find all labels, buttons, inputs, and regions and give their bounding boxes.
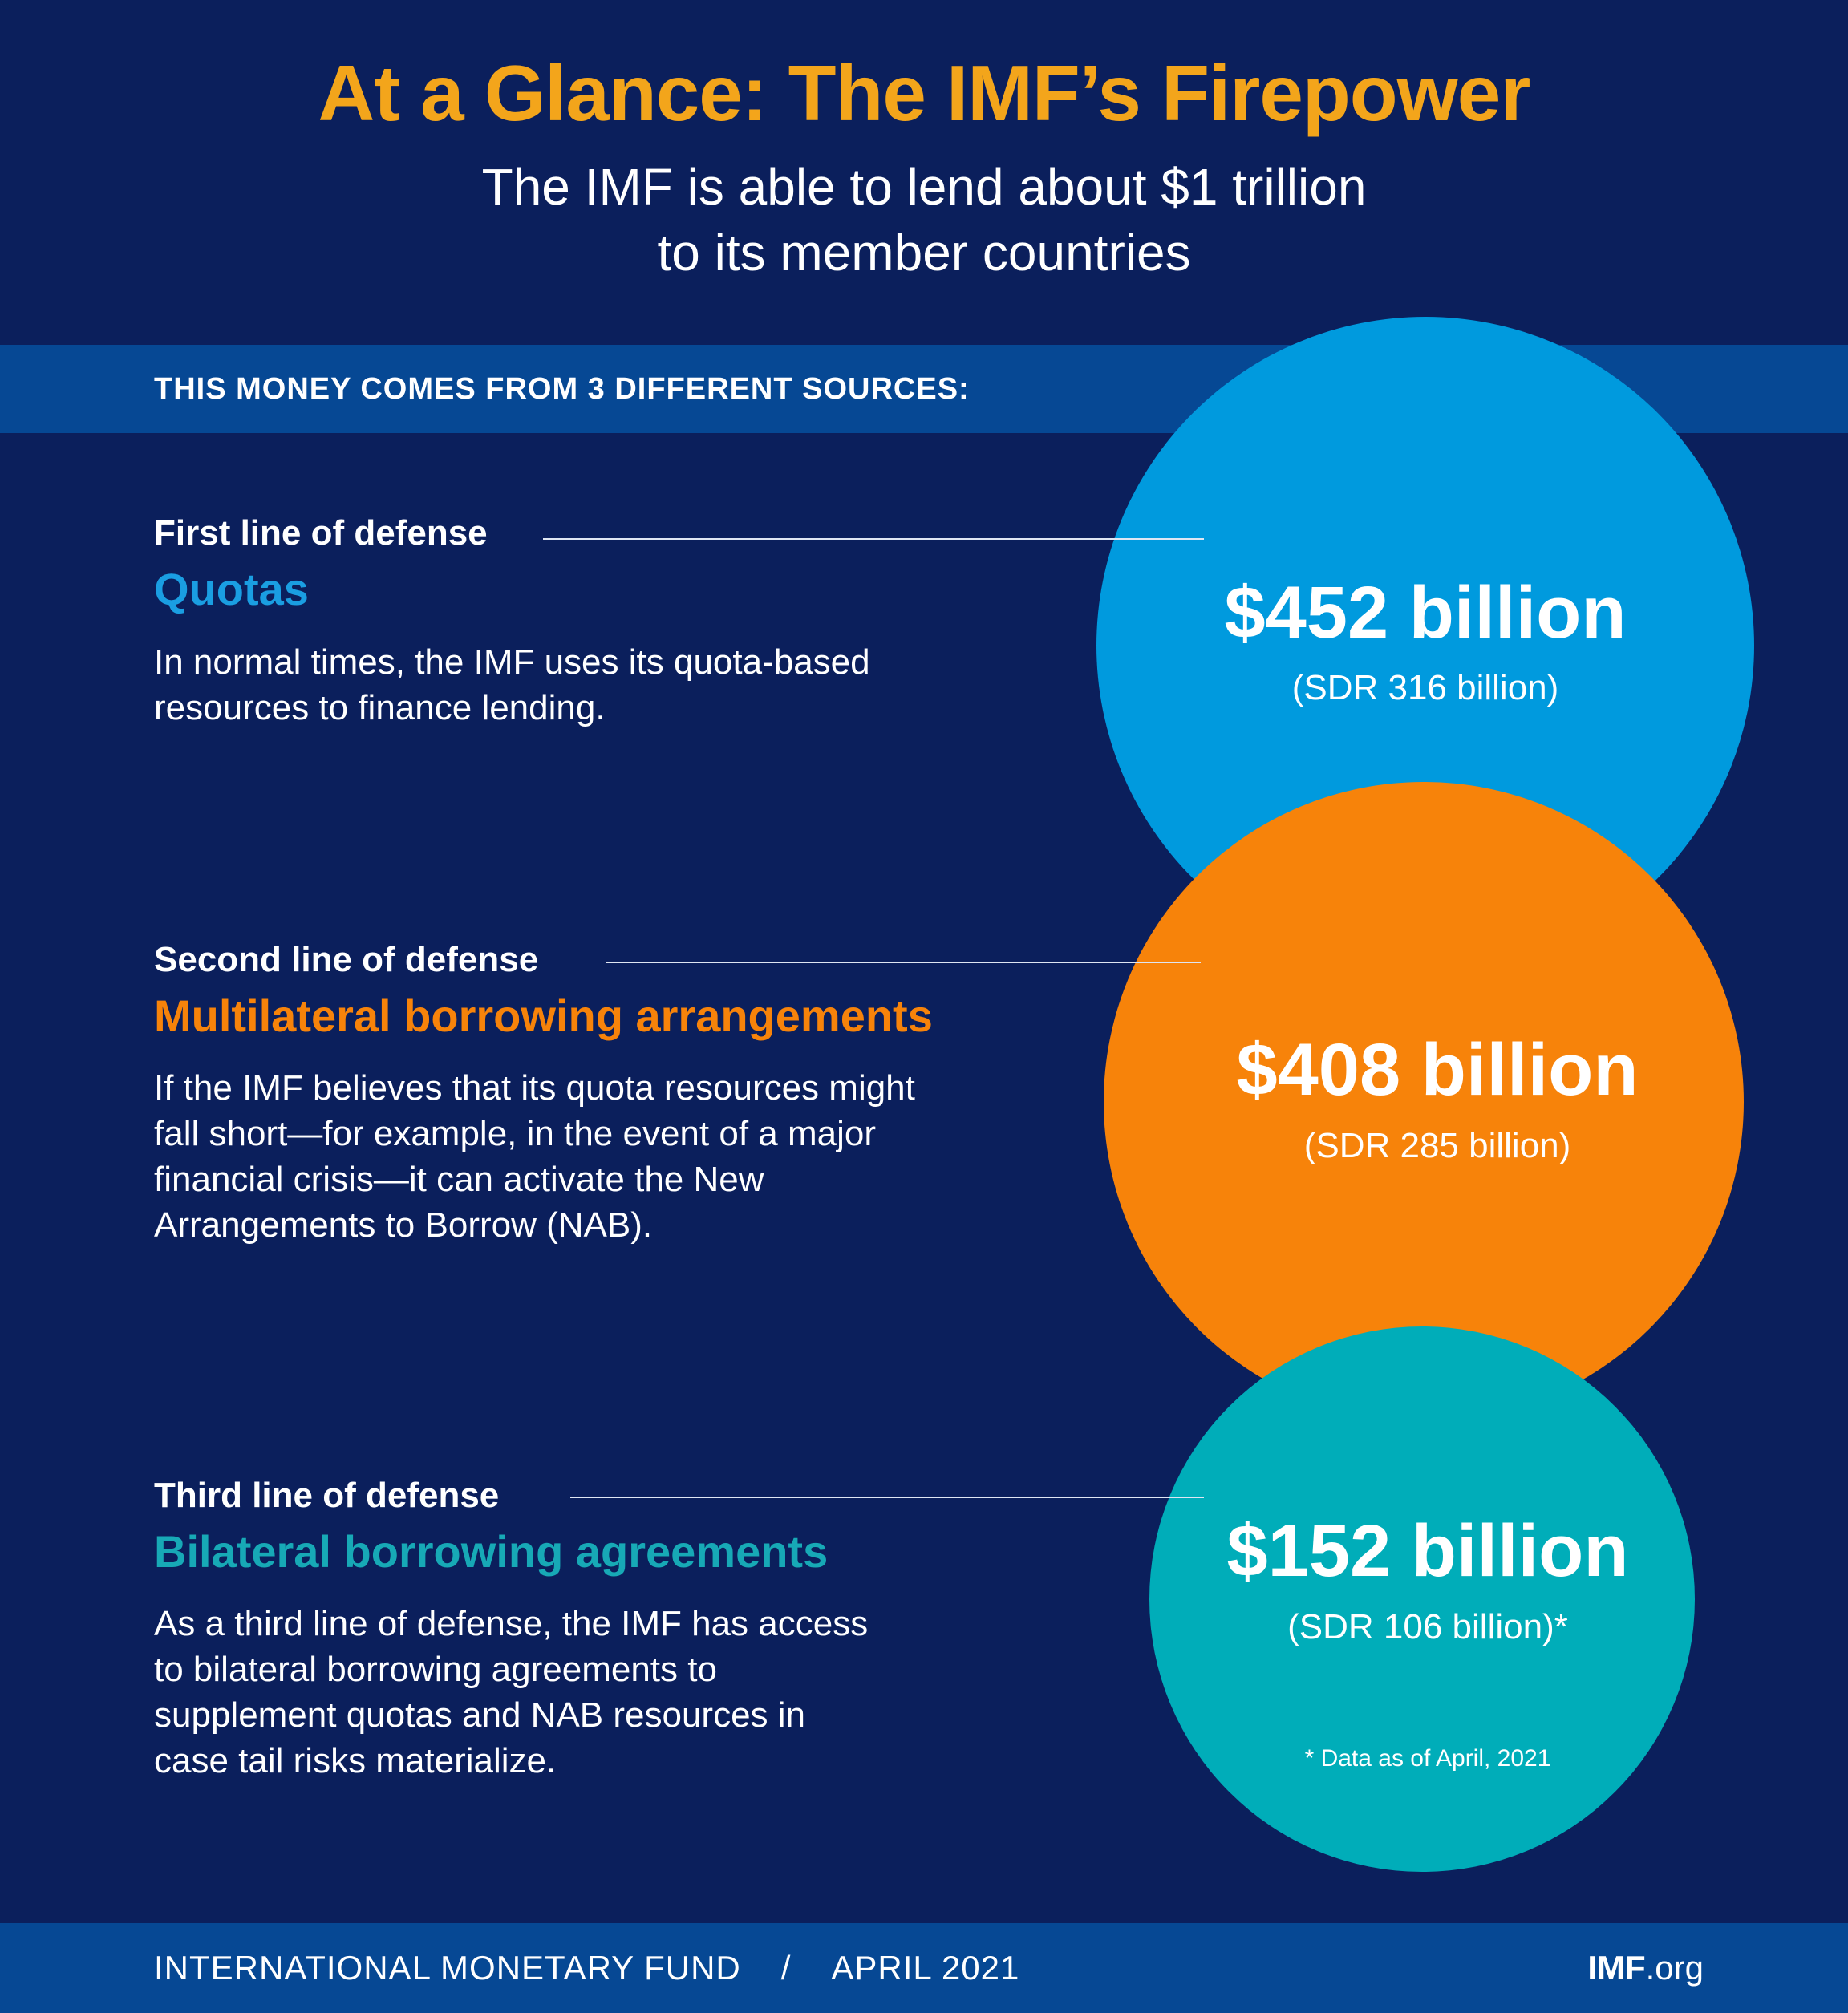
bilateral-desc-line: to bilateral borrowing agreements to [154,1650,717,1689]
footer [0,1923,1848,2013]
footer-org: INTERNATIONAL MONETARY FUND [154,1949,741,1987]
multilateral-desc-line: financial crisis—it can activate the New [154,1160,764,1199]
page-title: At a Glance: The IMF’s Firepower [318,49,1530,137]
third-line-label: Third line of defense [154,1476,500,1515]
bilateral-amount: $152 billion [1226,1510,1629,1592]
first-line-label: First line of defense [154,513,488,553]
footer-credit [154,1923,1019,2013]
quotas-heading: Quotas [154,564,309,614]
third-line-connector [570,1497,1204,1498]
bilateral-desc-line: supplement quotas and NAB resources in [154,1695,806,1735]
quotas-sdr: (SDR 316 billion) [1291,668,1559,707]
bilateral-sdr: (SDR 106 billion)* [1287,1607,1568,1646]
data-note: * Data as of April, 2021 [1304,1745,1551,1772]
multilateral-sdr: (SDR 285 billion) [1303,1126,1571,1165]
subtitle-line-1: The IMF is able to lend about $1 trillion [481,158,1367,216]
multilateral-amount: $408 billion [1236,1029,1639,1111]
multilateral-desc-line: Arrangements to Borrow (NAB). [154,1205,653,1245]
footer-separator: / [780,1949,792,1987]
multilateral-desc-line: fall short—for example, in the event of a major [154,1114,876,1153]
footer-date: APRIL 2021 [831,1949,1020,1987]
quotas-amount: $452 billion [1224,572,1627,654]
multilateral-heading: Multilateral borrowing arrangements [154,990,933,1041]
page-subtitle [0,154,1848,286]
bilateral-desc-line: case tail risks materialize. [154,1741,557,1780]
footer-site-rest: .org [1645,1949,1704,1987]
bilateral-heading: Bilateral borrowing agreements [154,1526,829,1577]
second-line-label: Second line of defense [154,940,539,979]
sources-band-label: THIS MONEY COMES FROM 3 DIFFERENT SOURCES: [154,372,970,406]
bilateral-circle [1149,1326,1695,1872]
first-line-connector [543,538,1204,540]
subtitle-line-2: to its member countries [657,224,1191,281]
multilateral-description [154,1065,915,1248]
quotas-desc-line: resources to finance lending. [154,688,606,727]
second-line-connector [606,962,1201,963]
multilateral-desc-line: If the IMF believes that its quota resources might [154,1068,915,1108]
quotas-description [154,639,870,731]
bilateral-desc-line: As a third line of defense, the IMF has access [154,1604,869,1643]
bilateral-description [154,1601,868,1784]
footer-site-link[interactable] [1587,1923,1704,2013]
footer-site-bold: IMF [1587,1949,1646,1987]
quotas-desc-line: In normal times, the IMF uses its quota-based [154,642,870,682]
